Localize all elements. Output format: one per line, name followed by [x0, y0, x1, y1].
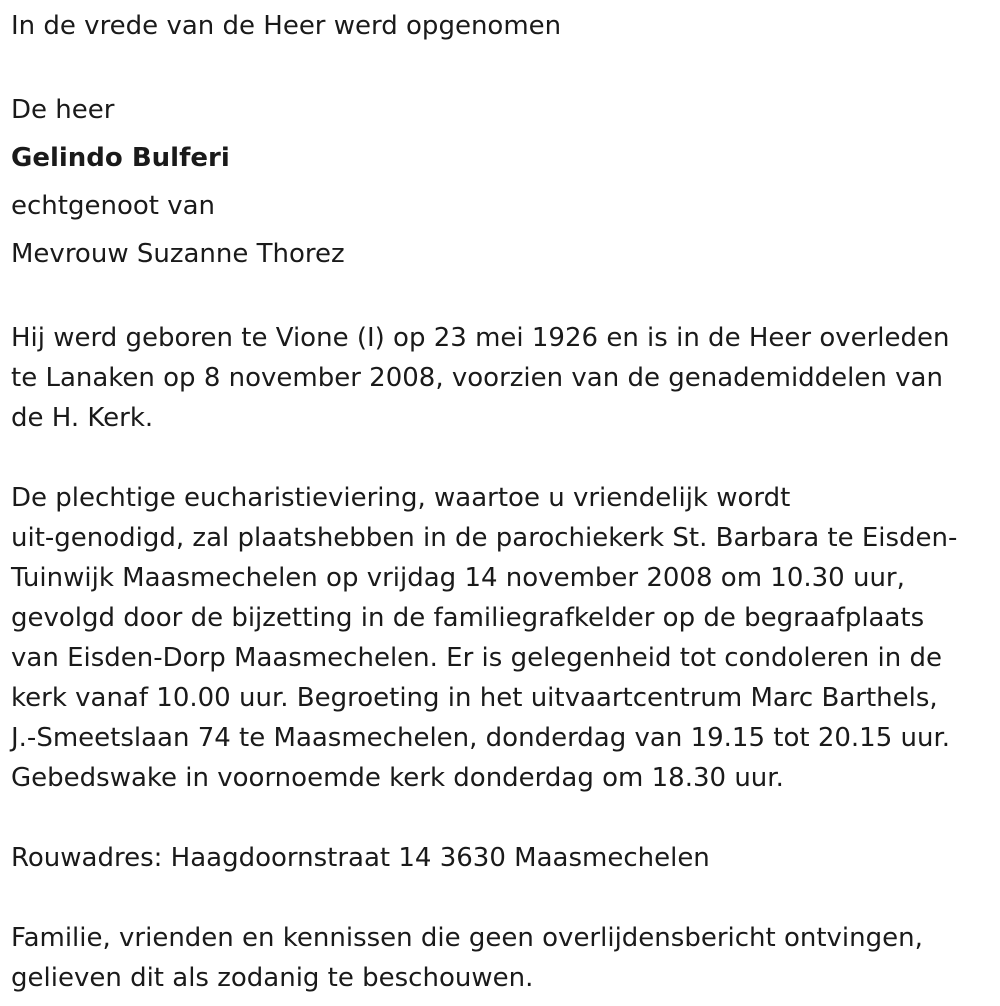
paragraph-line: kerk vanaf 10.00 uur. Begroeting in het uitvaartcentrum Marc Barthels,	[11, 683, 938, 713]
paragraph-line: te Lanaken op 8 november 2008, voorzien van de genademiddelen van	[11, 363, 943, 393]
intro-line: In de vrede van de Heer werd opgenomen	[11, 11, 562, 41]
closing-paragraph	[11, 918, 986, 998]
paragraph-line: gevolgd door de bijzetting in de familiegrafkelder op de begraafplaats	[11, 603, 925, 633]
birth-paragraph	[11, 318, 986, 438]
deceased-name: Gelindo Bulferi	[11, 143, 230, 173]
paragraph-line: De plechtige eucharistieviering, waartoe u vriendelijk wordt	[11, 483, 791, 513]
obituary-notice	[11, 0, 986, 998]
paragraph-line: uit-genodigd, zal plaatshebben in de parochiekerk St. Barbara te Eisden-	[11, 523, 958, 553]
spacer	[11, 278, 986, 318]
ceremony-paragraph	[11, 478, 986, 798]
relation-text: echtgenoot van	[11, 191, 216, 221]
paragraph-line: J.-Smeetslaan 74 te Maasmechelen, donderdag van 19.15 tot 20.15 uur.	[11, 723, 951, 753]
paragraph-line: Gebedswake in voornoemde kerk donderdag om 18.30 uur.	[11, 763, 784, 793]
paragraph-line: de H. Kerk.	[11, 403, 154, 433]
paragraph-line: van Eisden-Dorp Maasmechelen. Er is gelegenheid tot condoleren in de	[11, 643, 942, 673]
paragraph-line: Familie, vrienden en kennissen die geen overlijdensbericht ontvingen,	[11, 923, 923, 953]
spacer	[11, 438, 986, 478]
paragraph-line: Tuinwijk Maasmechelen op vrijdag 14 november 2008 om 10.30 uur,	[11, 563, 905, 593]
spacer	[11, 798, 986, 838]
spacer	[11, 46, 986, 86]
spacer	[11, 878, 986, 918]
salutation: De heer	[11, 95, 115, 125]
paragraph-line: Hij werd geboren te Vione (I) op 23 mei 1926 en is in de Heer overleden	[11, 323, 950, 353]
paragraph-line: gelieven dit als zodanig te beschouwen.	[11, 963, 534, 993]
spouse-name: Mevrouw Suzanne Thorez	[11, 239, 345, 269]
mourning-address: Rouwadres: Haagdoornstraat 14 3630 Maasmechelen	[11, 843, 710, 873]
